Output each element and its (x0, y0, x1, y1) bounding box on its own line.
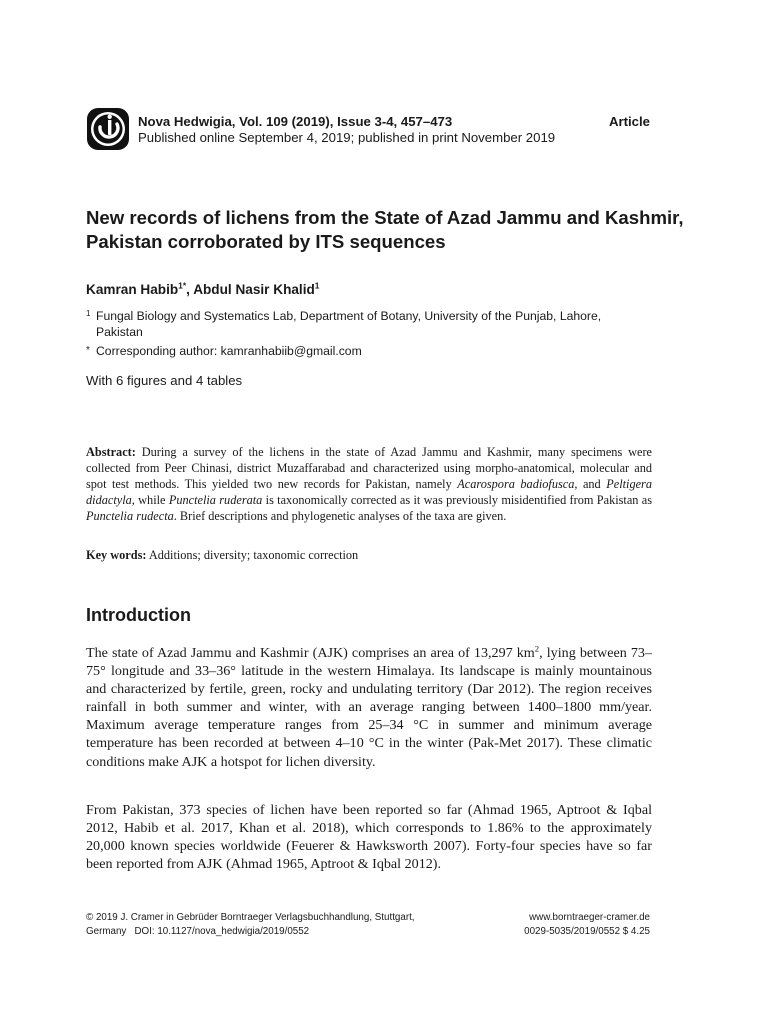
copyright-notice (86, 911, 506, 939)
figures-tables-count: With 6 figures and 4 tables (86, 373, 243, 388)
author-list (86, 282, 319, 297)
corresponding-mark: * (86, 345, 90, 356)
paragraph-text: , lying between 73–75° longitude and 33–36° latitude in the western Himalaya. Its landscape is mainly mountainous and characterized by fertile, green, rocky and undulating territory (Dar 2012). The region receives rainfall in both summer and winter, with an average ranging between 1400–1800 mm/year. Maximum average temperature ranges from 25–34 °C in summer and minimum average temperature has been recorded at between 4–10 °C in the winter (Pak-Met 2017). These climatic conditions make AJK a hotspot for lichen diversity. (86, 645, 652, 770)
abstract-text: is taxonomically corrected as it was previously misidentified from Pakistan as (262, 492, 653, 507)
author-separator: , (186, 282, 194, 297)
keywords-text: Additions; diversity; taxonomic correction (146, 548, 359, 562)
abstract (86, 445, 652, 525)
author-affiliation-mark: 1 (314, 280, 320, 291)
paper-title: New records of lichens from the State of Azad Jammu and Kashmir, Pakistan corroborated by ITS sequences (86, 207, 684, 252)
paragraph-text: The state of Azad Jammu and Kashmir (AJK) comprises an area of 13,297 km (86, 645, 535, 661)
copyright-doi-line: Germany DOI: 10.1127/nova_hedwigia/2019/0552 (86, 926, 310, 937)
issn-price: 0029-5035/2019/0552 $ 4.25 (524, 926, 650, 937)
publisher-website-link[interactable]: www.borntraeger-cramer.de (529, 912, 650, 923)
author-name: Abdul Nasir Khalid (193, 282, 315, 297)
abstract-text: while (134, 492, 169, 507)
publisher-info (524, 911, 650, 939)
journal-citation: Nova Hedwigia, Vol. 109 (2019), Issue 3-4, 457–473 (138, 114, 453, 129)
abstract-text: During a survey of the lichens in the state of Azad Jammu and Kashmir, many specimens were collected from Peer Chinasi, district Muzaffarabad and characterized using morpho-anatomical, molecular and spot test methods. This yielded two new records for Pakistan, namely (86, 445, 652, 491)
author-name: Kamran Habib (86, 282, 179, 297)
copyright-line: © 2019 J. Cramer in Gebrüder Borntraeger Verlagsbuchhandlung, Stuttgart, (86, 912, 415, 923)
species-name: Punctelia ruderata (168, 492, 263, 507)
species-name: Punctelia rudecta (86, 508, 174, 523)
author-affiliation-mark: 1* (178, 280, 187, 291)
keywords-label: Key words: (86, 548, 147, 562)
journal-logo-icon (86, 107, 130, 151)
abstract-label: Abstract: (86, 445, 136, 459)
abstract-text: . Brief descriptions and phylogenetic analyses of the taxa are given. (173, 508, 507, 523)
species-name: Peltigera didactyla, (86, 476, 652, 507)
body-paragraph (86, 644, 652, 771)
affiliation-text: Fungal Biology and Systematics Lab, Department of Botany, University of the Punjab, Lahore, Pakistan (96, 309, 602, 339)
article-type-label: Article (608, 114, 650, 129)
corresponding-author-text: Corresponding author: kamranhabiib@gmail.com (96, 344, 362, 358)
section-heading-introduction: Introduction (86, 605, 191, 625)
publication-dates: Published online September 4, 2019; published in print November 2019 (138, 130, 556, 145)
affiliation-number: 1 (86, 309, 91, 318)
superscript: 2 (534, 643, 540, 654)
affiliation (86, 308, 646, 340)
keywords (86, 548, 652, 564)
body-paragraph: From Pakistan, 373 species of lichen have been reported so far (Ahmad 1965, Aptroot & Iqbal 2012, Habib et al. 2017, Khan et al. 2018), which corresponds to 1.86% to the approximately 20,000 known species worldwide (Feuerer & Hawksworth 2007). Forty-four species have so far been reported from AJK (Ahmad 1965, Aptroot & Iqbal 2012). (86, 802, 652, 873)
corresponding-author (86, 343, 646, 359)
species-name: Acarospora badiofusca, (457, 476, 578, 491)
abstract-text: and (577, 476, 607, 491)
